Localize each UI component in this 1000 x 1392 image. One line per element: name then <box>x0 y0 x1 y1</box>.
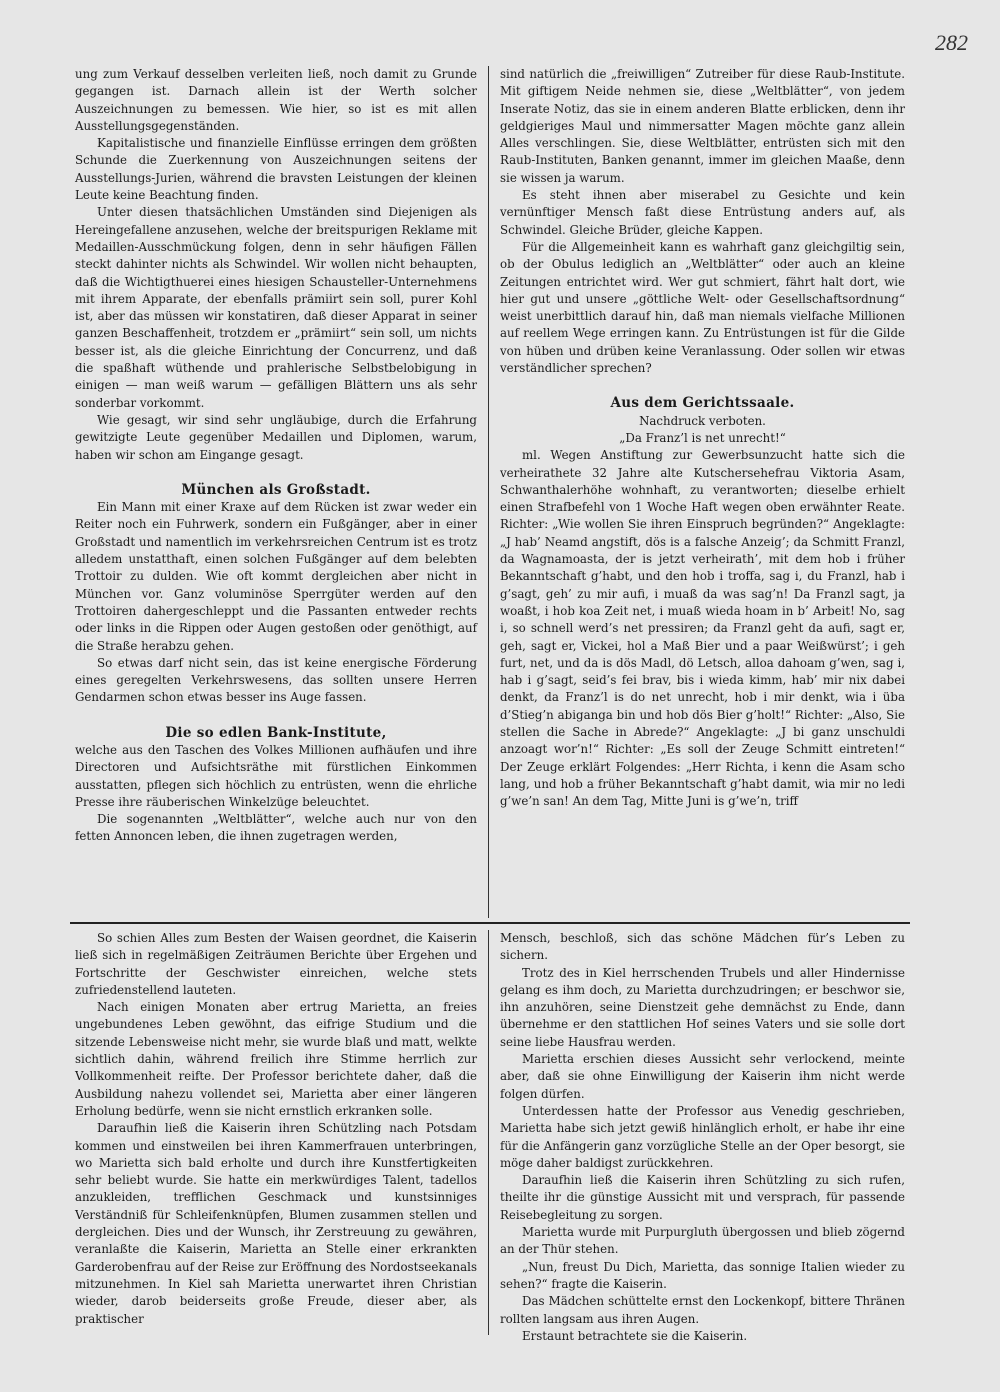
section-heading-gerichtssaal: Aus dem Gerichtssaale. <box>610 395 795 412</box>
reprint-notice: Nachdruck verboten. <box>639 413 766 428</box>
paragraph: Wie gesagt, wir sind sehr ungläubige, durch die Erfahrung gewitzigte Leute gegenüber Medaillen und Diplomen, warum, haben wir schon am Eingange gesagt. <box>75 412 477 462</box>
story-column-bottom-left <box>75 930 477 1328</box>
paragraph: Das Mädchen schüttelte ernst den Lockenkopf, bittere Thränen rollten langsam aus ihren Augen. <box>500 1294 905 1326</box>
paragraph: ml. Wegen Anstiftung zur Gewerbsunzucht hatte sich die verheirathete 32 Jahre alte Kutschersehefrau Viktoria Asam, Schwanthalerhöhe wohnhaft, zu verantworten; dieselbe erhielt einen Strafbefehl von 1 Woche Haft wegen oben erwähnter Reate. Richter: „Wie wollen Sie ihren Einspruch begründen?“ Angeklagte: „J hab’ Neamd angstift, dös is a falsche Anzeig’; da Schmitt Franzl, da Wagnamoasta, der is jetzt verheirath’, mit dem hob i früher Bekanntschaft g’habt, und den hob i troffa, sag i, du Franzl, hab i g’sagt, geh’ zu mir aufi, i muaß da was sag’n! Da Franzl sagt, ja woaßt, i hob koa Zeit net, i muaß wieda hoam in b’ Arbeit! No, sag i, so schnell werd’s net pressiren; da Franzl geht da aufi, sagt er, geh, sagt er, Vickei, hol a Maß Bier und a paar Weißwürst’; i geh furt, net, und da is dös Madl, dö Letsch, alloa dahoam g’wen, sag i, hab i g’sagt, seid’s fei brav, bis i wieda kimm, hab’ mir nix dabei denkt, da Franz’l is do net unrecht, hob i mir denkt, wia i üba d’Stieg’n abiganga bin und hob dös Bier g’holt!“ Richter: „Also, Sie stellen die Sache in Abrede?“ Angeklagte: „J bi ganz unschuldi anzoagt wor’n!“ Richter: „Es soll der Zeuge Schmitt eintreten!“ Der Zeuge erklärt Folgendes: „Herr Richta, i kenn die Asam scho lang, und hob a früher Bekanntschaft g’habt damit, wia mir no ledi g’we’n san! An dem Tag, Mitte Juni is g’we’n, triff <box>500 448 905 809</box>
page-number: 282 <box>935 30 968 55</box>
paragraph: Trotz des in Kiel herrschenden Trubels und aller Hindernisse gelang es ihm doch, zu Marietta durchzudringen; er beschwor sie, ihn anzuhören, seine Dienstzeit gehe demnächst zu Ende, dann übernehme er den stattlichen Hof seines Vaters und sie solle dort seine liebe Hausfrau werden. <box>500 965 905 1049</box>
section-heading-muenchen: München als Großstadt. <box>181 481 371 498</box>
paragraph: Nach einigen Monaten aber ertrug Marietta, an freies ungebundenes Leben gewöhnt, das eifrige Studium und die sitzende Lebensweise nicht mehr, sie wurde blaß und matt, welkte sichtlich dahin, während freilich ihre Stimme herrlich zur Vollkommenheit reifte. Der Professor berichtete daher, daß die Ausbildung nahezu vollendet sei, Marietta aber einer längeren Erholung bedürfe, wenn sie nicht ernstlich erkranken solle. <box>75 1000 477 1118</box>
paragraph: Unterdessen hatte der Professor aus Venedig geschrieben, Marietta habe sich jetzt gewiß hinlänglich erholt, er habe ihr eine für die Anfängerin ganz vorzügliche Stelle an der Oper besorgt, sie möge daher baldigst zurückkehren. <box>500 1103 905 1170</box>
paragraph: Kapitalistische und finanzielle Einflüsse erringen dem größten Schunde die Zuerkennung von Auszeichnungen seitens der Ausstellungs-Jurien, während die bravsten Leistungen der kleinen Leute keine Beachtung finden. <box>75 136 477 203</box>
paragraph: Unter diesen thatsächlichen Umständen sind Diejenigen als Hereingefallene anzusehen, welche der breitspurigen Reklame mit Medaillen-Ausschmückung folgen, denn in sehr häufigen Fällen steckt dahinter nichts als Schwindel. Wir wollen nicht behaupten, daß die Wichtigthuerei eines hiesigen Schausteller-Unternehmens mit ihrem Apparate, der ebenfalls prämiirt sein soll, purer Kohl ist, aber das müssen wir konstatiren, daß dieser Apparat in seiner ganzen Beschaffenheit, trotzdem er „prämiirt“ sein soll, um nichts besser ist, als die gleiche Einrichtung der Concurrenz, und daß die spaßhaft wüthende und prahlerische Selbstbelobigung in einigen — man weiß warum — gefälligen Blättern uns als sehr sonderbar vorkommt. <box>75 205 477 410</box>
paragraph: Daraufhin ließ die Kaiserin ihren Schützling nach Potsdam kommen und einstweilen bei ihren Kammerfrauen unterbringen, wo Marietta sich bald erholte und durch ihre Kunstfertigkeiten sehr beliebt wurde. Sie hatte ein merkwürdiges Talent, tadellos anzukleiden, trefflichen Geschmack und kunstsinniges Verständniß für Schleifenknüpfen, Blumen zusammen stellen und dergleichen. Dies und der Wunsch, ihr Zerstreuung zu gewähren, veranlaßte die Kaiserin, Marietta an Stelle einer erkrankten Garderobenfrau auf der Reise zur Eröffnung des Nordostseekanals mitzunehmen. In Kiel sah Marietta unerwartet ihren Christian wieder, darob beiderseits große Freude, dieser aber, als praktischer <box>75 1121 477 1326</box>
column-divider-top <box>488 66 489 918</box>
paragraph: Es steht ihnen aber miserabel zu Gesichte und kein vernünftiger Mensch faßt diese Entrüstung anders auf, als Schwindel. Gleiche Brüder, gleiche Kappen. <box>500 188 905 237</box>
paragraph: sind natürlich die „freiwilligen“ Zutreiber für diese Raub-Institute. Mit giftigem Neide nehmen sie, diese „Weltblätter“, von jedem Inserate Notiz, das sie in einem anderen Blatte erblicken, denn ihr geldgieriges Maul und nimmersatter Magen möchte ganz allein Alles verschlingen. Sie, diese Weltblätter, entrüsten sich mit den Raub-Instituten, Banken genannt, immer im gleichen Maaße, denn sie wissen ja warum. <box>500 67 905 185</box>
paragraph: „Nun, freust Du Dich, Marietta, das sonnige Italien wieder zu sehen?“ fragte die Kaiserin. <box>500 1259 905 1291</box>
paragraph: Die sogenannten „Weltblätter“, welche auch nur von den fetten Annoncen leben, die ihnen zugetragen werden, <box>75 812 477 844</box>
page-divider <box>70 922 910 924</box>
article-column-top-left <box>75 66 477 846</box>
paragraph: Mensch, beschloß, sich das schöne Mädchen für’s Leben zu sichern. <box>500 931 905 963</box>
paragraph: So schien Alles zum Besten der Waisen geordnet, die Kaiserin ließ sich in regelmäßigen Zeiträumen Berichte über Ergehen und Fortschritte der Geschwister einreichen, welche stets zufriedenstellend lauteten. <box>75 931 477 997</box>
paragraph: Marietta erschien dieses Aussicht sehr verlockend, meinte aber, daß sie ohne Einwilligung der Kaiserin ihm nicht werde folgen dürfen. <box>500 1052 905 1101</box>
paragraph: welche aus den Taschen des Volkes Millionen aufhäufen und ihre Directoren und Aufsichtsräthe mit fürstlichen Einkommen ausstatten, pflegen sich höchlich zu entrüsten, wenn die ehrliche Presse ihre räuberischen Winkelzüge beleuchtet. <box>75 742 477 809</box>
paragraph: Für die Allgemeinheit kann es wahrhaft ganz gleichgiltig sein, ob der Obulus lediglich an „Weltblätter“ oder auch an kleine Zeitungen entrichtet wird. Wer gut schmiert, fährt halt dort, wie hier gut und unsere „göttliche Welt- oder Gesellschaftsordnung“ weist unerbittlich darauf hin, daß man niemals vielfache Millionen auf reellem Wege erringen kann. Zu Entrüstungen ist für die Gilde von hüben und drüben keine Veranlassung. Oder sollen wir etwas verständlicher sprechen? <box>500 239 905 376</box>
paragraph: Marietta wurde mit Purpurgluth übergossen und blieb zögernd an der Thür stehen. <box>500 1225 905 1257</box>
column-divider-bottom <box>488 930 489 1335</box>
section-heading-bank-institute: Die so edlen Bank-Institute, <box>165 724 387 741</box>
article-subtitle: „Da Franz’l is net unrecht!“ <box>619 430 786 445</box>
paragraph: ung zum Verkauf desselben verleiten ließ, noch damit zu Grunde gegangen ist. Darnach allein ist der Werth solcher Auszeichnungen zu bemessen. Wie hier, so ist es mit allen Ausstellungsgegenständen. <box>75 67 477 133</box>
paragraph: Ein Mann mit einer Kraxe auf dem Rücken ist zwar weder ein Reiter noch ein Fuhrwerk, sondern ein Fußgänger, aber in einer Großstadt und namentlich im verkehrsreichen Centrum ist es trotz alledem unstatthaft, einen solchen Fußgänger auf dem belebten Trottoir zu dulden. Wie oft kommt dergleichen aber nicht in München vor. Ganz voluminöse Sperrgüter werden auf den Trottoiren dahergeschleppt und die Passanten entweder rechts oder links in die Rippen oder Augen gestoßen oder genöthigt, auf die Straße herabzu gehen. <box>75 500 477 653</box>
article-column-top-right <box>500 66 905 810</box>
paragraph: So etwas darf nicht sein, das ist keine energische Förderung eines geregelten Verkehrswesens, das sollten unsere Herren Gendarmen schon etwas besser ins Auge fassen. <box>75 655 477 705</box>
story-column-bottom-right <box>500 930 905 1345</box>
paragraph: Daraufhin ließ die Kaiserin ihren Schützling zu sich rufen, theilte ihr die günstige Aussicht mit und versprach, für passende Reisebegleitung zu sorgen. <box>500 1173 905 1222</box>
paragraph: Erstaunt betrachtete sie die Kaiserin. <box>522 1328 748 1343</box>
